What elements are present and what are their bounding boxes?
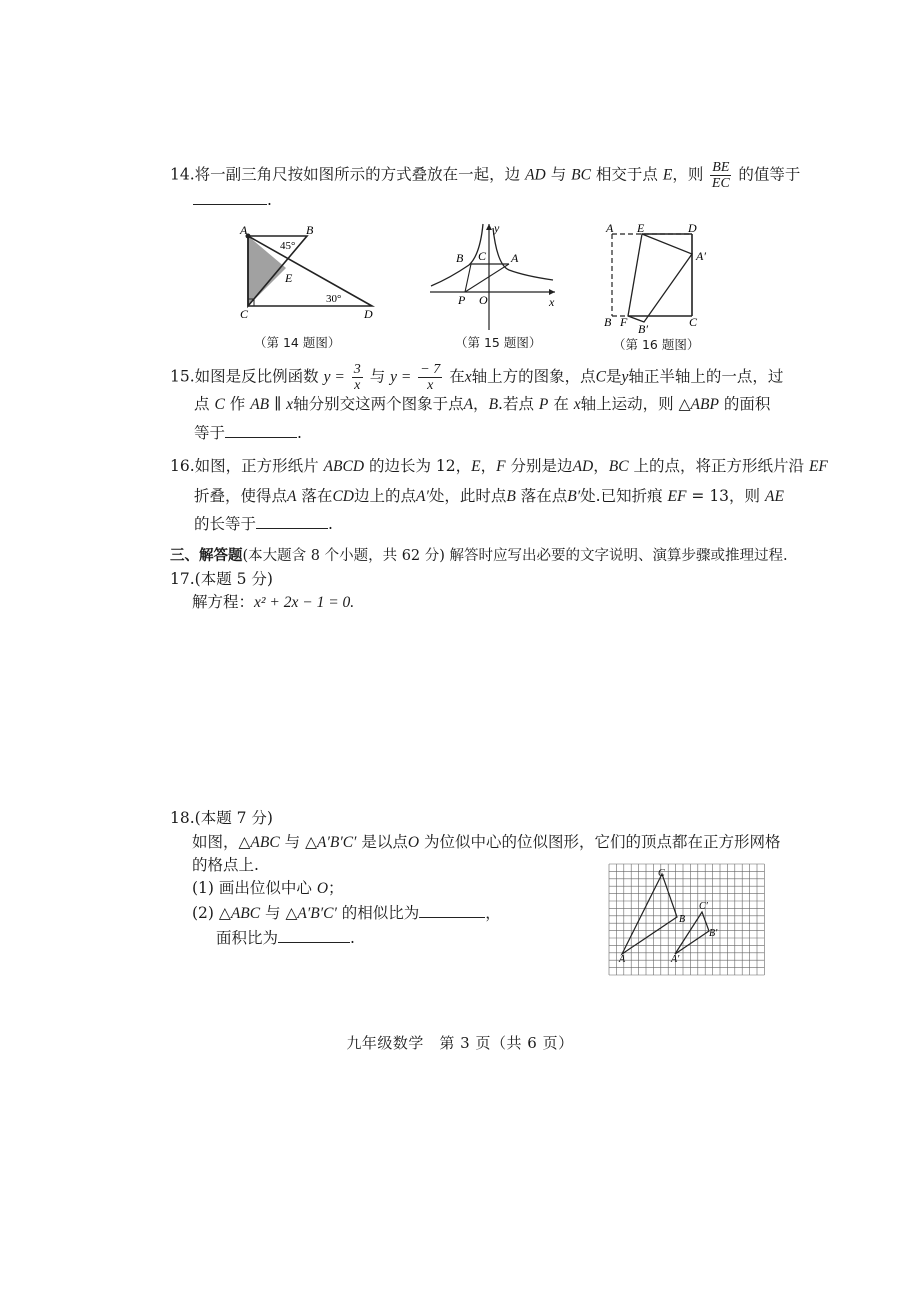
label-Ap: A′ [671,954,680,965]
fig15-caption: （第 15 题图） [455,335,542,350]
figure-14 [230,222,390,322]
figure-15 [425,220,565,332]
label-E: E [285,271,293,285]
square-grid [609,864,764,975]
fig16-caption: （第 16 题图） [613,337,700,352]
fraction-neg7-over-x: $\frac{- 7}{x}$ [420,362,441,393]
q16-line3: 的长等于 . [194,515,333,533]
answer-blank[interactable] [225,423,297,438]
q16-line1: 16.如图，正方形纸片 ABCD 的边长为 12，E，F 分别是边AD，BC 上的点，将正方形纸片沿 EF [170,457,828,475]
label-B: B [604,315,612,329]
label-B: B [679,914,686,925]
label-45: 45° [280,240,296,252]
label-x: x [549,295,555,309]
q14-line1: 14.将一副三角尺按如图所示的方式叠放在一起，边 AD 与 BC 相交于点 E，则 $\frac{BE}{EC}$ 的值等于 [170,160,801,191]
q18-line2: 的格点上. [192,856,259,874]
label-Bp: B′ [638,322,648,334]
q15-line1: 15.如图是反比例函数 y = $\frac{3}{x}$ 与 y = $\frac{- 7}{x}$ 在x轴上方的图象，点C是y轴正半轴上的一点，过 [170,362,784,393]
answer-blank[interactable] [278,928,350,943]
label-D: D [364,307,373,321]
label-C: C [478,249,487,263]
label-F: F [620,315,628,329]
answer-blank[interactable] [419,903,485,918]
label-A: A [606,222,614,235]
label-E: E [637,222,645,235]
label-C: C [689,315,698,329]
label-Ap: A′ [696,249,706,263]
q17-equation: 解方程：x² + 2x − 1 = 0. [192,593,355,611]
answer-blank[interactable] [193,190,267,205]
q14-answer-line: . [193,190,272,210]
label-30: 30° [326,293,342,305]
fraction-be-ec: $\frac{BE}{EC}$ [711,160,730,191]
q18-part2: (2) △ABC 与 △A′B′C′ 的相似比为 ， [192,904,501,922]
page-footer: 九年级数学 第 3 页（共 6 页） [346,1034,574,1052]
label-D: D [688,222,697,235]
label-O: O [479,293,488,307]
label-A: A [511,251,519,265]
fig14-caption: （第 14 题图） [254,335,341,350]
q15-line3: 等于 . [194,424,302,442]
label-A: A [619,954,626,965]
label-C: C [240,307,249,321]
label-C: C [658,868,665,879]
q18-header: 18.(本题 7 分) [170,809,273,827]
label-A: A [240,223,248,237]
q16-line2: 折叠，使得点A 落在CD边上的点A′处，此时点B 落在点B′处.已知折痕 EF = 13，则 AE [194,487,784,505]
figure-16 [600,222,710,334]
q18-grid-figure [607,862,767,976]
label-P: P [458,293,466,307]
label-Cp: C′ [699,901,708,912]
q15-line2: 点 C 作 AB ∥ x轴分别交这两个图象于点A，B.若点 P 在 x轴上运动，则 △ABP 的面积 [194,395,771,413]
label-Bp: B′ [709,928,718,939]
fraction-3-over-x: $\frac{3}{x}$ [353,362,361,393]
label-y: y [494,221,500,235]
q17-header: 17.(本题 5 分) [170,570,273,588]
q18-part3: 面积比为 . [216,929,355,947]
q18-part1: (1) 画出位似中心 O； [192,879,344,897]
section3-heading: 三、解答题(本大题含 8 个小题，共 62 分) 解答时应写出必要的文字说明、演算步骤或推理过程. [170,547,788,564]
answer-blank[interactable] [256,514,328,529]
label-B: B [306,223,314,237]
label-B: B [456,251,464,265]
q18-line1: 如图，△ABC 与 △A′B′C′ 是以点O 为位似中心的位似图形，它们的顶点都在正方形网格 [192,833,781,851]
